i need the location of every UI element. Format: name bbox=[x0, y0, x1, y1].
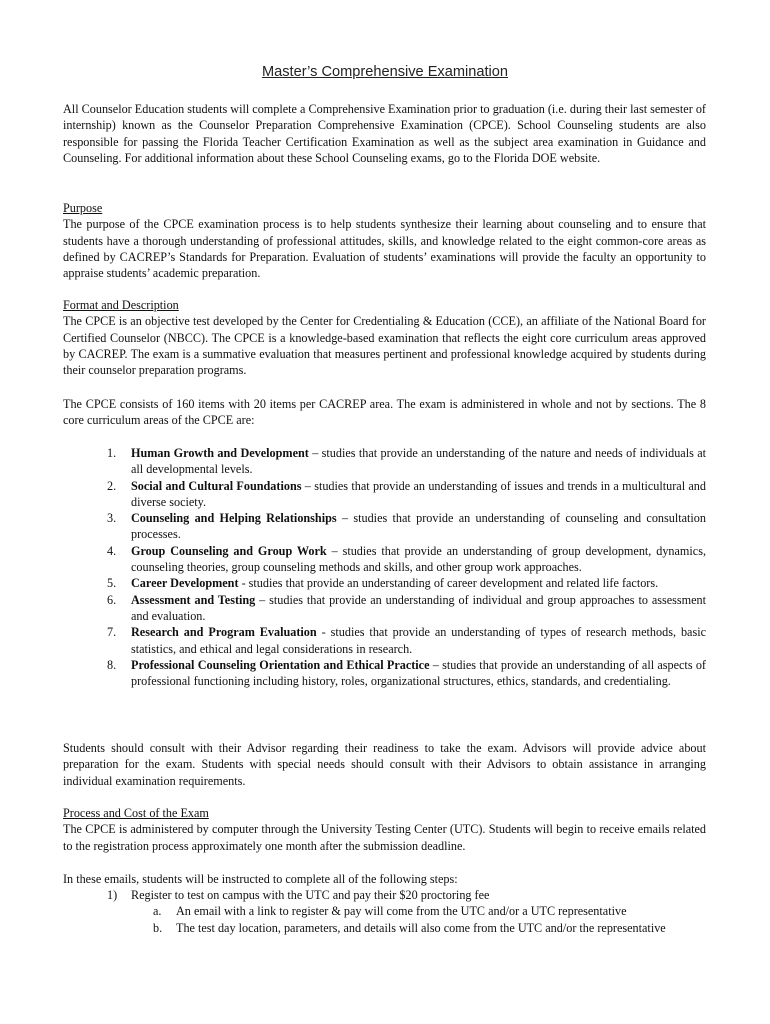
area-description: - studies that provide an understanding of career development and related life factors. bbox=[238, 576, 659, 591]
list-number: 8. bbox=[107, 657, 117, 672]
list-item bbox=[63, 624, 706, 657]
area-description: - studies that provide an understanding of types of research methods, basic statistics, and ethical and legal considerations in research. bbox=[131, 625, 706, 656]
sub-step-text: The test day location, parameters, and details will also come from the UTC and/or the representative bbox=[176, 920, 666, 935]
list-number: 6. bbox=[107, 592, 117, 607]
list-item bbox=[63, 510, 706, 543]
area-name: Human Growth and Development bbox=[131, 446, 309, 460]
core-areas-list bbox=[63, 445, 706, 689]
list-item bbox=[63, 445, 706, 478]
sub-step-letter: a. bbox=[153, 904, 162, 919]
area-name: Counseling and Helping Relationships bbox=[131, 511, 337, 526]
purpose-paragraph: The purpose of the CPCE examination process is to help students synthesize their learning about counseling and to ensure that students have a thorough understanding of professional attitudes, skills, and knowledge related to the eight common-core areas as defined by CACREP’s Standards for Preparation. Evaluation of students’ examinations will provide the faculty an opportunity to appraise students’ academic preparation. bbox=[63, 217, 706, 281]
step-number: 1) bbox=[107, 888, 118, 902]
sub-step-item bbox=[63, 903, 706, 919]
purpose-section bbox=[63, 200, 706, 281]
area-name: Career Development bbox=[131, 576, 239, 591]
list-item bbox=[63, 657, 706, 690]
sub-step-letter: b. bbox=[153, 920, 163, 935]
list-item bbox=[63, 543, 706, 576]
area-description: – studies that provide an understanding of counseling and consultation processes. bbox=[131, 511, 706, 542]
step-text: Register to test on campus with the UTC and pay their $20 proctoring fee bbox=[131, 888, 490, 902]
list-number: 7. bbox=[107, 625, 117, 640]
area-description: – studies that provide an understanding of issues and trends in a multicultural and diverse society. bbox=[131, 478, 706, 509]
list-number: 3. bbox=[107, 511, 117, 526]
area-name: Professional Counseling Orientation and Ethical Practice bbox=[131, 657, 430, 672]
list-item bbox=[63, 592, 706, 625]
area-description: – studies that provide an understanding of all aspects of professional functioning including history, roles, organizational structures, ethics, standards, and credentialing. bbox=[131, 657, 706, 689]
area-description: – studies that provide an understanding of the nature and needs of individuals at all developmental levels. bbox=[131, 446, 706, 477]
core-areas-list-wrapper bbox=[63, 445, 706, 689]
page-title: Master’s Comprehensive Examination bbox=[261, 64, 509, 80]
step-item bbox=[63, 887, 706, 903]
area-name: Research and Program Evaluation bbox=[131, 625, 317, 640]
steps-list bbox=[63, 887, 706, 936]
list-number: 4. bbox=[107, 543, 117, 558]
purpose-heading: Purpose bbox=[63, 201, 103, 215]
area-description: – studies that provide an understanding of individual and group approaches to assessment and evaluation. bbox=[131, 592, 706, 623]
format-heading: Format and Description bbox=[63, 298, 179, 312]
format-section bbox=[63, 297, 706, 378]
steps-intro: In these emails, students will be instructed to complete all of the following steps: bbox=[63, 872, 458, 886]
list-number: 5. bbox=[107, 576, 117, 591]
list-number: 1. bbox=[107, 446, 117, 460]
area-name: Social and Cultural Foundations bbox=[131, 478, 302, 493]
items-paragraph: The CPCE consists of 160 items with 20 items per CACREP area. The exam is administered in whole and not by sections. The 8 core curriculum areas of the CPCE are: bbox=[63, 397, 706, 428]
process-paragraph: The CPCE is administered by computer through the University Testing Center (UTC). Students will begin to receive emails related to the registration process approximately one month after the submission deadline. bbox=[63, 822, 706, 853]
area-name: Assessment and Testing bbox=[131, 592, 256, 607]
sub-step-text: An email with a link to register & pay will come from the UTC and/or a UTC representative bbox=[176, 904, 627, 919]
process-heading: Process and Cost of the Exam bbox=[63, 806, 209, 820]
list-item bbox=[63, 478, 706, 511]
list-number: 2. bbox=[107, 478, 117, 493]
format-paragraph: The CPCE is an objective test developed by the Center for Credentialing & Education (CCE), an affiliate of the National Board for Certified Counselor (NBCC). The CPCE is a knowledge-based examination that reflects the eight core curriculum areas approved by CACREP. The exam is a summative evaluation that measures pertinent and professional knowledge acquired by students during their counselor preparation programs. bbox=[63, 314, 706, 378]
advisor-paragraph: Students should consult with their Advisor regarding their readiness to take the exam. Advisors will provide advice about preparation for the exam. Students with special needs should consult with their Advisors to obtain assistance in arranging individual examination requirements. bbox=[63, 741, 706, 788]
list-item bbox=[63, 575, 706, 591]
sub-step-item bbox=[63, 920, 706, 936]
area-description: – studies that provide an understanding of group development, dynamics, counseling theories, group counseling methods and skills, and other group work approaches. bbox=[131, 543, 706, 575]
area-name: Group Counseling and Group Work bbox=[131, 543, 327, 558]
intro-paragraph: All Counselor Education students will complete a Comprehensive Examination prior to graduation (i.e. during their last semester of internship) known as the Counselor Preparation Comprehensive Examination (CPCE). School Counseling students are also responsible for passing the Florida Teacher Certification Examination as well as the subject area examination in Guidance and Counseling. For additional information about these School Counseling exams, go to the Florida DOE website. bbox=[63, 102, 706, 165]
process-section bbox=[63, 805, 706, 854]
